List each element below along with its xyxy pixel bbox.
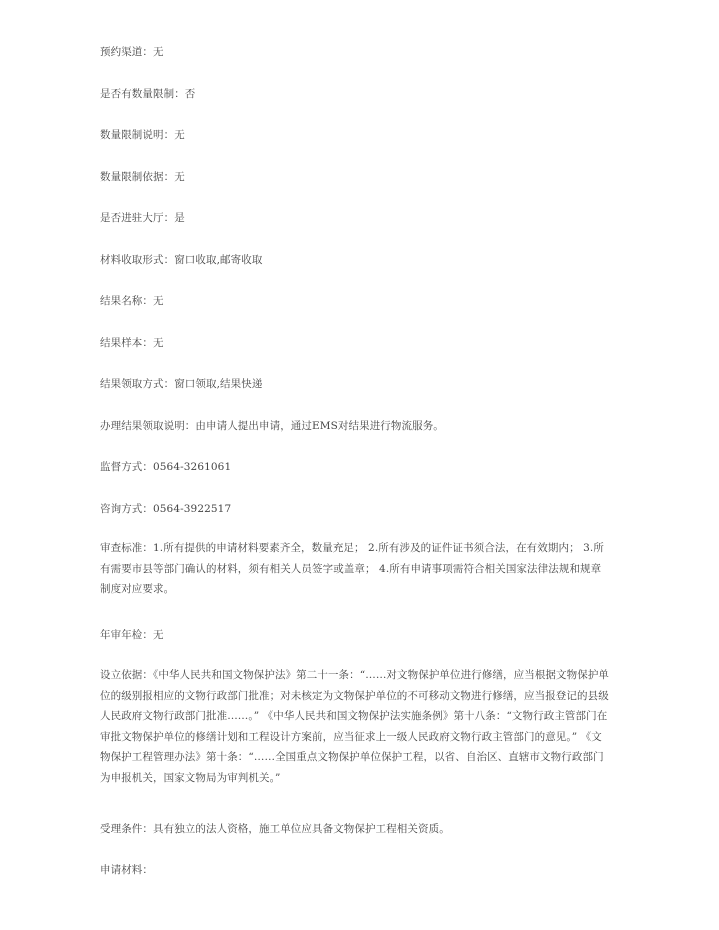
field-quantity-limit-desc: 数量限制说明：无 (100, 129, 185, 141)
field-quantity-limit-basis: 数量限制依据：无 (100, 171, 185, 183)
field-reservation-channel: 预约渠道：无 (100, 46, 164, 58)
field-material-collection: 材料收取形式：窗口收取,邮寄收取 (100, 254, 263, 266)
field-acceptance-conditions: 受理条件：具有独立的法人资格，施工单位应具备文物保护工程相关资质。 (100, 823, 450, 835)
field-legal-basis: 设立依据：《中华人民共和国文物保护法》第二十一条：“……对文物保护单位进行修缮，应当根据文物保护单位的级别报相应的文物行政部门批准；对未核定为文物保护单位的不可移动文物进行修缮，应当报登记的县级人民政府文物行政部门批准……。” 《中华人民共和国文物保护法实施条例》第十八条：“文物行政主管部门在审批文物保护单位的修缮计划和工程设计方案前，应当征求上一级人民政府文物行政主管部门的意见。” 《文物保护工程管理办法》第十条：“……全国重点文物保护单位保护工程，以省、自治区、直辖市文物行政部门为申报机关，国家文物局为审判机关。” (100, 669, 610, 784)
field-supervision: 监督方式：0564-3261061 (100, 461, 232, 473)
field-quantity-limit: 是否有数量限制：否 (100, 88, 196, 100)
field-result-sample: 结果样本：无 (100, 337, 164, 349)
field-application-materials: 申请材料： (100, 864, 153, 876)
field-review-standard: 审查标准：1.所有提供的申请材料要素齐全，数量充足； 2.所有涉及的证件证书须合法，在有效期内； 3.所有需要市县等部门确认的材料，须有相关人员签字或盖章； 4.所有申请事项需符合相关国家法律法规和规章制度对应要求。 (100, 542, 604, 595)
field-result-name: 结果名称：无 (100, 295, 164, 307)
field-result-pickup-method: 结果领取方式：窗口领取,结果快递 (100, 378, 263, 390)
field-consultation: 咨询方式：0564-3922517 (100, 503, 232, 515)
field-in-service-hall: 是否进驻大厅：是 (100, 212, 185, 224)
field-result-pickup-note: 办理结果领取说明：由申请人提出申请，通过EMS对结果进行物流服务。 (100, 420, 444, 432)
field-annual-review: 年审年检：无 (100, 629, 164, 641)
